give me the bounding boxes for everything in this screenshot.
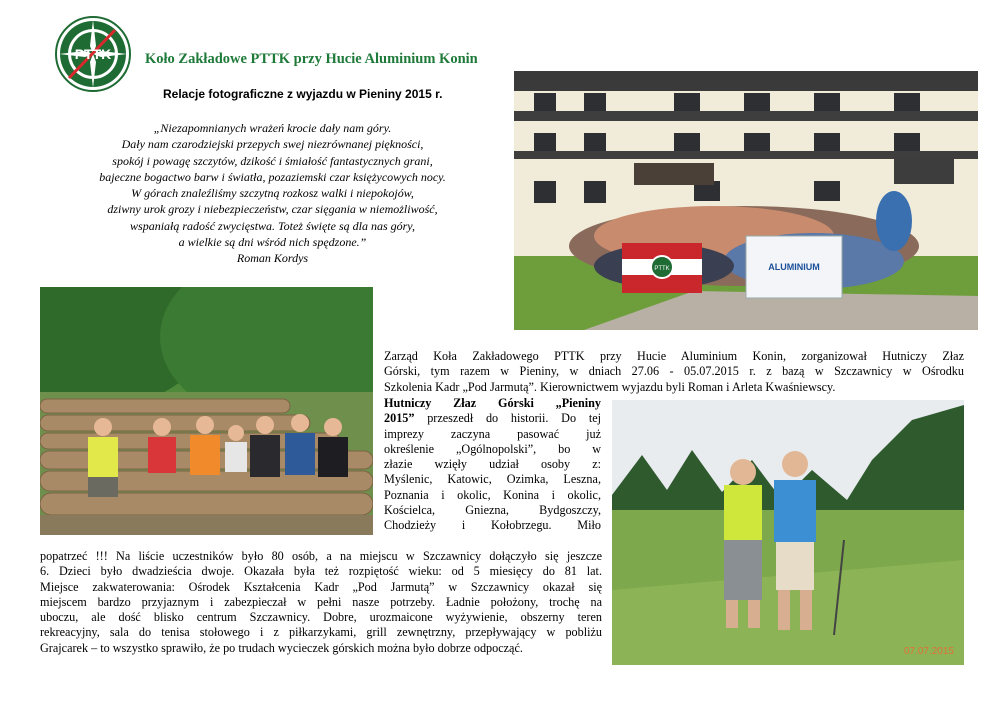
banner-pttk-text: PTTK	[654, 266, 670, 272]
text-line: Poznania i okolic, Konina i okolic,	[384, 487, 601, 502]
banner-aluminium-text: ALUMINIUM	[768, 262, 820, 272]
poem-quote	[40, 120, 505, 267]
narrow-paragraph	[384, 396, 601, 534]
text-line: popatrzeć !!! Na liście uczestników było 80 osób, a na miejscu w Szczawnicy dołączyło się jeszcze	[40, 549, 602, 563]
text-line: złazie wzięły udział osoby z:	[384, 457, 601, 472]
text-line: miejscem bardzo przyjaznym i zabezpieczał w pełni nasze potrzeby. Ładnie położony, trochę na	[40, 594, 602, 609]
text-line: określenie „Ogólnopolski”, bo w	[384, 441, 601, 456]
text-line: rekreacyjny, sala do tenisa stołowego i z piłkarzykami, grill zewnętrzny, przepływający w pobliżu	[40, 625, 602, 640]
photo-timestamp: 07.07.2015	[903, 646, 954, 657]
main-paragraph	[40, 549, 602, 656]
text-line: Kościelca, Gniezna, Bydgoszczy,	[384, 503, 601, 518]
poem-line: „Niezapomnianych wrażeń krocie dały nam góry.	[153, 121, 392, 135]
poem-line: a wielkie są dni wśród nich spędzone.”	[178, 235, 367, 250]
report-title: Relacje fotograficzne z wyjazdu w Pieniny 2015 r.	[163, 87, 443, 101]
children-on-logs-photo	[40, 287, 373, 535]
text-line: Zarząd Koła Zakładowego PTTK przy Hucie Aluminium Konin, zorganizował Hutniczy Złaz	[384, 349, 964, 363]
pttk-logo	[55, 16, 131, 92]
text-fragment: przeszedł do historii. Do tej	[414, 411, 601, 426]
couple-hikers-photo	[612, 400, 964, 665]
text-line: Grajcarek – to wszystko sprawiło, że po trudach wycieczek górskich można było dobrze odpocząć.	[40, 640, 523, 655]
text-line	[384, 396, 601, 411]
text-line: Szkolenia Kadr „Pod Jarmutą”. Kierownictwem wyjazdu byli Roman i Arleta Kwaśniewscy.	[384, 379, 836, 394]
intro-paragraph	[384, 349, 964, 395]
group-photo	[514, 71, 978, 330]
text-line: imprezy zaczyna pasować już	[384, 426, 601, 441]
text-line: uboczu, ale dość blisko centrum Szczawnicy. Dobre, urozmaicone wyżywienie, obszerny teren	[40, 610, 602, 625]
poem-line: Dały nam czarodziejski przepych swej niezrównanej piękności,	[121, 137, 424, 152]
text-line: 6. Dzieci było dwadzieścia dwoje. Okazała była też rozpiętość wieku: od 5 miesięcy do 81 lat.	[40, 564, 602, 579]
poem-line: spokój i powagę szczytów, dzikość i śmiałość fantastycznych grani,	[112, 153, 433, 168]
text-line: Chodzieży i Kołobrzegu. Miło	[384, 518, 601, 533]
poem-line: wspaniałą radość zwycięstwa. Toteż święte są dla nas góry,	[130, 218, 415, 233]
org-title: Koło Zakładowe PTTK przy Hucie Aluminium Konin	[145, 51, 478, 67]
logo-text: PTTK	[74, 46, 112, 62]
text-line	[384, 411, 601, 426]
poem-author: Roman Kordys	[236, 251, 309, 266]
poem-line: bajeczne bogactwo barw i światła, pozaziemski czar księżycowych nocy.	[99, 169, 446, 184]
event-name-bold: 2015”	[384, 411, 415, 426]
text-line: Miejsce zakwaterowania: Ośrodek Kształcenia Kadr „Pod Jarmutą” w Szczawnicy okazał się	[40, 579, 602, 594]
poem-line: dziwny urok grozy i niebezpieczeństw, czar sięgania w niemożliwość,	[107, 202, 438, 217]
text-line: Myślenic, Katowic, Ozimka, Leszna,	[384, 472, 601, 487]
poem-line: W górach znaleźliśmy szczytną rozkosz walki i niepokojów,	[131, 186, 414, 201]
event-name-bold: Hutniczy Złaz Górski „Pieniny	[384, 396, 601, 410]
text-line: Górski, tym razem w Pieniny, w dniach 27.06 - 05.07.2015 r. z bazą w Szczawnicy w Ośrodku	[384, 364, 964, 379]
